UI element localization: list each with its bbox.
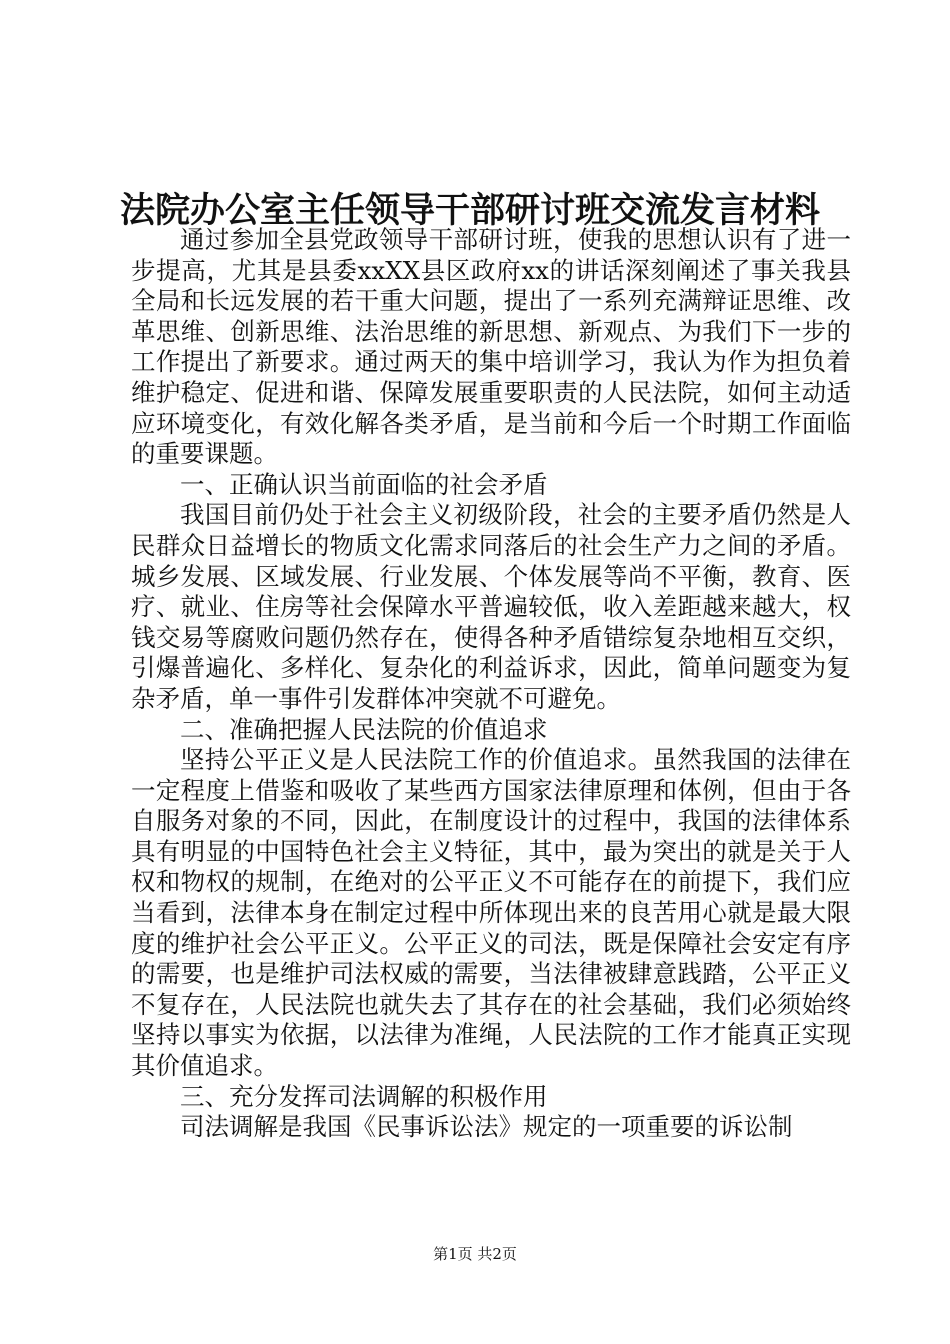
document-body bbox=[131, 225, 851, 1143]
section-2-paragraph: 坚持公平正义是人民法院工作的价值追求。虽然我国的法律在一定程度上借鉴和吸收了某些西方国家法律原理和体例，但由于各自服务对象的不同，因此，在制度设计的过程中，我国的法律体系具有明显的中国特色社会主义特征，其中，最为突出的就是关于人权和物权的规制，在绝对的公平正义不可能存在的前提下，我们应当看到，法律本身在制定过程中所体现出来的良苦用心就是最大限度的维护社会公平正义。公平正义的司法，既是保障社会安定有序的需要，也是维护司法权威的需要，当法律被肆意践踏，公平正义不复存在，人民法院也就失去了其存在的社会基础，我们必须始终坚持以事实为依据，以法律为准绳，人民法院的工作才能真正实现其价值追求。 bbox=[131, 745, 851, 1081]
section-heading-2: 二、准确把握人民法院的价值追求 bbox=[180, 714, 548, 744]
section-3-paragraph: 司法调解是我国《民事诉讼法》规定的一项重要的诉讼制 bbox=[180, 1112, 793, 1142]
section-heading-3: 三、充分发挥司法调解的积极作用 bbox=[180, 1081, 548, 1111]
intro-paragraph: 通过参加全县党政领导干部研讨班，使我的思想认识有了进一步提高，尤其是县委xxXX县区政府xx的讲话深刻阐述了事关我县全局和长远发展的若干重大问题，提出了一系列充满辩证思维、改革思维、创新思维、法治思维的新思想、新观点、为我们下一步的工作提出了新要求。通过两天的集中培训学习，我认为作为担负着维护稳定、促进和谐、保障发展重要职责的人民法院，如何主动适应环境变化，有效化解各类矛盾，是当前和今后一个时期工作面临的重要课题。 bbox=[131, 225, 851, 469]
section-heading-1: 一、正确认识当前面临的社会矛盾 bbox=[180, 469, 548, 499]
document-title: 法院办公室主任领导干部研讨班交流发言材料 bbox=[120, 190, 821, 231]
section-1-paragraph: 我国目前仍处于社会主义初级阶段，社会的主要矛盾仍然是人民群众日益增长的物质文化需求同落后的社会生产力之间的矛盾。城乡发展、区域发展、行业发展、个体发展等尚不平衡，教育、医疗、就业、住房等社会保障水平普遍较低，收入差距越来越大，权钱交易等腐败问题仍然存在，使得各种矛盾错综复杂地相互交织，引爆普遍化、多样化、复杂化的利益诉求，因此，简单问题变为复杂矛盾，单一事件引发群体冲突就不可避免。 bbox=[131, 500, 851, 713]
page-footer: 第1页 共2页 bbox=[433, 1245, 517, 1263]
